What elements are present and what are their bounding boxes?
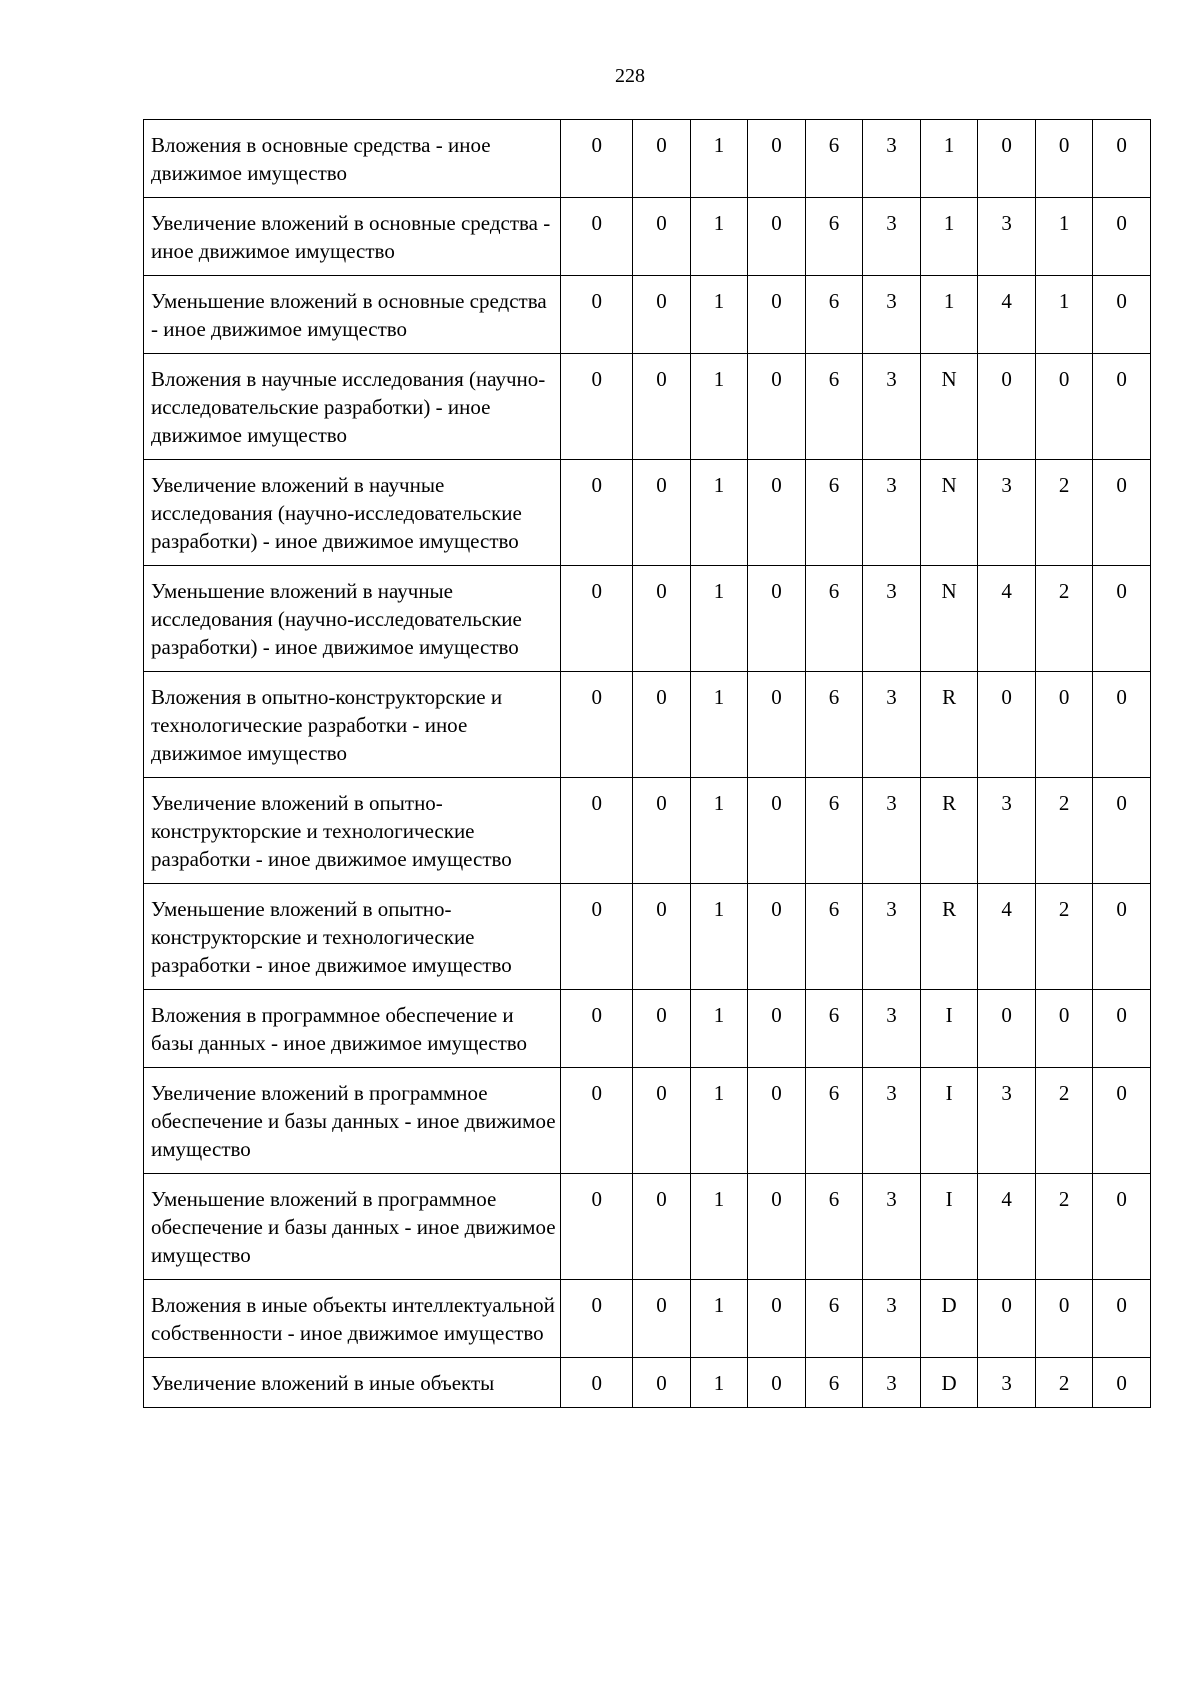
- code-digit-cell: 6: [805, 1280, 863, 1358]
- row-description: Уменьшение вложений в опытно-конструкторские и технологические разработки - иное движимое имущество: [144, 884, 561, 990]
- code-digit-cell: 0: [1093, 354, 1151, 460]
- code-digit-cell: 4: [978, 276, 1036, 354]
- code-digit-cell: 0: [748, 198, 806, 276]
- code-digit-cell: 3: [978, 1068, 1036, 1174]
- code-digit-cell: 0: [748, 354, 806, 460]
- code-digit-cell: 0: [748, 276, 806, 354]
- code-digit-cell: 1: [690, 1280, 748, 1358]
- code-digit-cell: D: [920, 1358, 978, 1408]
- code-digit-cell: 0: [561, 1068, 633, 1174]
- code-digit-cell: 0: [561, 990, 633, 1068]
- code-digit-cell: 0: [633, 354, 691, 460]
- row-description: Вложения в научные исследования (научно-исследовательские разработки) - иное движимое имущество: [144, 354, 561, 460]
- code-digit-cell: 1: [1035, 276, 1093, 354]
- code-digit-cell: 0: [1093, 198, 1151, 276]
- code-digit-cell: 3: [863, 1068, 921, 1174]
- code-digit-cell: 0: [561, 120, 633, 198]
- code-digit-cell: 3: [863, 198, 921, 276]
- code-digit-cell: 0: [748, 460, 806, 566]
- code-digit-cell: 0: [1035, 990, 1093, 1068]
- code-digit-cell: 6: [805, 672, 863, 778]
- code-digit-cell: 0: [633, 460, 691, 566]
- code-digit-cell: 6: [805, 990, 863, 1068]
- code-digit-cell: 4: [978, 566, 1036, 672]
- code-digit-cell: 2: [1035, 460, 1093, 566]
- code-digit-cell: 0: [633, 1280, 691, 1358]
- code-digit-cell: 1: [690, 460, 748, 566]
- code-digit-cell: 0: [748, 672, 806, 778]
- code-digit-cell: I: [920, 990, 978, 1068]
- code-digit-cell: 0: [1093, 990, 1151, 1068]
- table-row: [144, 120, 1151, 198]
- code-digit-cell: 6: [805, 1358, 863, 1408]
- code-digit-cell: 3: [863, 354, 921, 460]
- code-digit-cell: 3: [978, 198, 1036, 276]
- code-digit-cell: R: [920, 884, 978, 990]
- row-description: Уменьшение вложений в научные исследования (научно-исследовательские разработки) - иное движимое имущество: [144, 566, 561, 672]
- code-digit-cell: 0: [1093, 1280, 1151, 1358]
- row-description: Вложения в опытно-конструкторские и технологические разработки - иное движимое имущество: [144, 672, 561, 778]
- code-digit-cell: 0: [1093, 460, 1151, 566]
- code-digit-cell: 3: [978, 460, 1036, 566]
- code-digit-cell: I: [920, 1068, 978, 1174]
- code-digit-cell: 1: [690, 120, 748, 198]
- code-digit-cell: 1: [1035, 198, 1093, 276]
- code-digit-cell: 0: [633, 1068, 691, 1174]
- code-digit-cell: 0: [978, 672, 1036, 778]
- code-digit-cell: 0: [561, 884, 633, 990]
- code-digit-cell: 3: [863, 120, 921, 198]
- table-row: [144, 778, 1151, 884]
- code-digit-cell: 2: [1035, 1068, 1093, 1174]
- table-row: [144, 884, 1151, 990]
- table-row: [144, 460, 1151, 566]
- code-digit-cell: 0: [633, 990, 691, 1068]
- code-digit-cell: 0: [748, 1174, 806, 1280]
- code-digit-cell: 2: [1035, 1174, 1093, 1280]
- code-digit-cell: 2: [1035, 884, 1093, 990]
- code-digit-cell: 0: [748, 778, 806, 884]
- code-digit-cell: 3: [863, 460, 921, 566]
- table-row: [144, 276, 1151, 354]
- code-digit-cell: 3: [863, 276, 921, 354]
- code-digit-cell: 0: [978, 120, 1036, 198]
- row-description: Вложения в программное обеспечение и базы данных - иное движимое имущество: [144, 990, 561, 1068]
- code-digit-cell: 2: [1035, 1358, 1093, 1408]
- table-row: [144, 1174, 1151, 1280]
- code-digit-cell: 0: [1035, 354, 1093, 460]
- code-digit-cell: 1: [690, 672, 748, 778]
- row-description: Уменьшение вложений в основные средства - иное движимое имущество: [144, 276, 561, 354]
- code-digit-cell: I: [920, 1174, 978, 1280]
- code-digit-cell: N: [920, 566, 978, 672]
- code-digit-cell: 6: [805, 276, 863, 354]
- code-digit-cell: 3: [978, 778, 1036, 884]
- code-digit-cell: 3: [863, 884, 921, 990]
- code-digit-cell: 3: [863, 1358, 921, 1408]
- code-digit-cell: 1: [690, 1068, 748, 1174]
- code-digit-cell: 0: [1035, 120, 1093, 198]
- code-digit-cell: 1: [690, 276, 748, 354]
- code-digit-cell: 0: [1093, 884, 1151, 990]
- code-digit-cell: 6: [805, 460, 863, 566]
- row-description: Вложения в иные объекты интеллектуальной собственности - иное движимое имущество: [144, 1280, 561, 1358]
- code-digit-cell: 0: [633, 672, 691, 778]
- code-digit-cell: R: [920, 778, 978, 884]
- code-digit-cell: 2: [1035, 778, 1093, 884]
- code-digit-cell: 0: [748, 566, 806, 672]
- code-digit-cell: 0: [1093, 120, 1151, 198]
- code-digit-cell: 1: [690, 778, 748, 884]
- code-digit-cell: 0: [978, 990, 1036, 1068]
- code-digit-cell: 0: [633, 198, 691, 276]
- code-digit-cell: 0: [561, 354, 633, 460]
- code-digit-cell: 0: [1093, 1068, 1151, 1174]
- code-digit-cell: 3: [978, 1358, 1036, 1408]
- code-digit-cell: 0: [1093, 672, 1151, 778]
- code-digit-cell: 0: [561, 672, 633, 778]
- code-digit-cell: 4: [978, 884, 1036, 990]
- code-digit-cell: 0: [1093, 778, 1151, 884]
- code-digit-cell: 6: [805, 778, 863, 884]
- table-row: [144, 566, 1151, 672]
- code-digit-cell: N: [920, 354, 978, 460]
- page-number: 228: [615, 65, 645, 87]
- code-digit-cell: D: [920, 1280, 978, 1358]
- table-row: [144, 1358, 1151, 1408]
- row-description: Увеличение вложений в научные исследования (научно-исследовательские разработки) - иное движимое имущество: [144, 460, 561, 566]
- code-digit-cell: 1: [690, 1174, 748, 1280]
- code-digit-cell: 6: [805, 884, 863, 990]
- code-digit-cell: 0: [748, 884, 806, 990]
- code-digit-cell: 0: [748, 1358, 806, 1408]
- code-digit-cell: 1: [920, 276, 978, 354]
- code-digit-cell: 6: [805, 1068, 863, 1174]
- table-row: [144, 354, 1151, 460]
- row-description: Уменьшение вложений в программное обеспечение и базы данных - иное движимое имущество: [144, 1174, 561, 1280]
- account-codes-table: [143, 119, 1151, 1408]
- code-digit-cell: 0: [748, 120, 806, 198]
- row-description: Увеличение вложений в программное обеспечение и базы данных - иное движимое имущество: [144, 1068, 561, 1174]
- code-digit-cell: 1: [690, 566, 748, 672]
- table-row: [144, 672, 1151, 778]
- code-digit-cell: 1: [920, 120, 978, 198]
- code-digit-cell: 0: [633, 778, 691, 884]
- code-digit-cell: 0: [561, 276, 633, 354]
- code-digit-cell: 3: [863, 1174, 921, 1280]
- table-row: [144, 990, 1151, 1068]
- code-digit-cell: 6: [805, 1174, 863, 1280]
- code-digit-cell: 0: [561, 460, 633, 566]
- row-description: Увеличение вложений в опытно-конструкторские и технологические разработки - иное движимое имущество: [144, 778, 561, 884]
- code-digit-cell: 3: [863, 1280, 921, 1358]
- code-digit-cell: 4: [978, 1174, 1036, 1280]
- code-digit-cell: 1: [690, 198, 748, 276]
- code-digit-cell: 3: [863, 778, 921, 884]
- code-digit-cell: 2: [1035, 566, 1093, 672]
- code-digit-cell: 0: [748, 990, 806, 1068]
- code-digit-cell: 1: [690, 990, 748, 1068]
- code-digit-cell: 0: [978, 354, 1036, 460]
- code-digit-cell: 0: [978, 1280, 1036, 1358]
- code-digit-cell: 0: [561, 198, 633, 276]
- code-digit-cell: 6: [805, 354, 863, 460]
- code-digit-cell: 3: [863, 672, 921, 778]
- code-digit-cell: 0: [1093, 1174, 1151, 1280]
- code-digit-cell: 0: [633, 884, 691, 990]
- code-digit-cell: 1: [690, 1358, 748, 1408]
- code-digit-cell: 0: [1035, 672, 1093, 778]
- code-digit-cell: 0: [748, 1068, 806, 1174]
- code-digit-cell: 0: [1093, 276, 1151, 354]
- code-digit-cell: 0: [1035, 1280, 1093, 1358]
- code-digit-cell: 0: [633, 1358, 691, 1408]
- code-digit-cell: 0: [561, 778, 633, 884]
- code-digit-cell: 0: [561, 1280, 633, 1358]
- row-description: Вложения в основные средства - иное движимое имущество: [144, 120, 561, 198]
- code-digit-cell: 6: [805, 566, 863, 672]
- code-digit-cell: 1: [690, 354, 748, 460]
- code-digit-cell: 3: [863, 566, 921, 672]
- code-digit-cell: R: [920, 672, 978, 778]
- table-row: [144, 198, 1151, 276]
- row-description: Увеличение вложений в иные объекты: [144, 1358, 561, 1408]
- code-digit-cell: 0: [633, 120, 691, 198]
- code-digit-cell: 0: [633, 1174, 691, 1280]
- code-digit-cell: 0: [633, 566, 691, 672]
- code-digit-cell: 6: [805, 198, 863, 276]
- code-digit-cell: 1: [920, 198, 978, 276]
- code-digit-cell: 0: [561, 566, 633, 672]
- table-row: [144, 1068, 1151, 1174]
- code-digit-cell: 0: [561, 1358, 633, 1408]
- table-body: [144, 120, 1151, 1408]
- table-row: [144, 1280, 1151, 1358]
- row-description: Увеличение вложений в основные средства - иное движимое имущество: [144, 198, 561, 276]
- code-digit-cell: 0: [1093, 1358, 1151, 1408]
- code-digit-cell: 0: [633, 276, 691, 354]
- code-digit-cell: 0: [1093, 566, 1151, 672]
- code-digit-cell: 3: [863, 990, 921, 1068]
- code-digit-cell: 0: [748, 1280, 806, 1358]
- code-digit-cell: 0: [561, 1174, 633, 1280]
- code-digit-cell: 1: [690, 884, 748, 990]
- code-digit-cell: 6: [805, 120, 863, 198]
- code-digit-cell: N: [920, 460, 978, 566]
